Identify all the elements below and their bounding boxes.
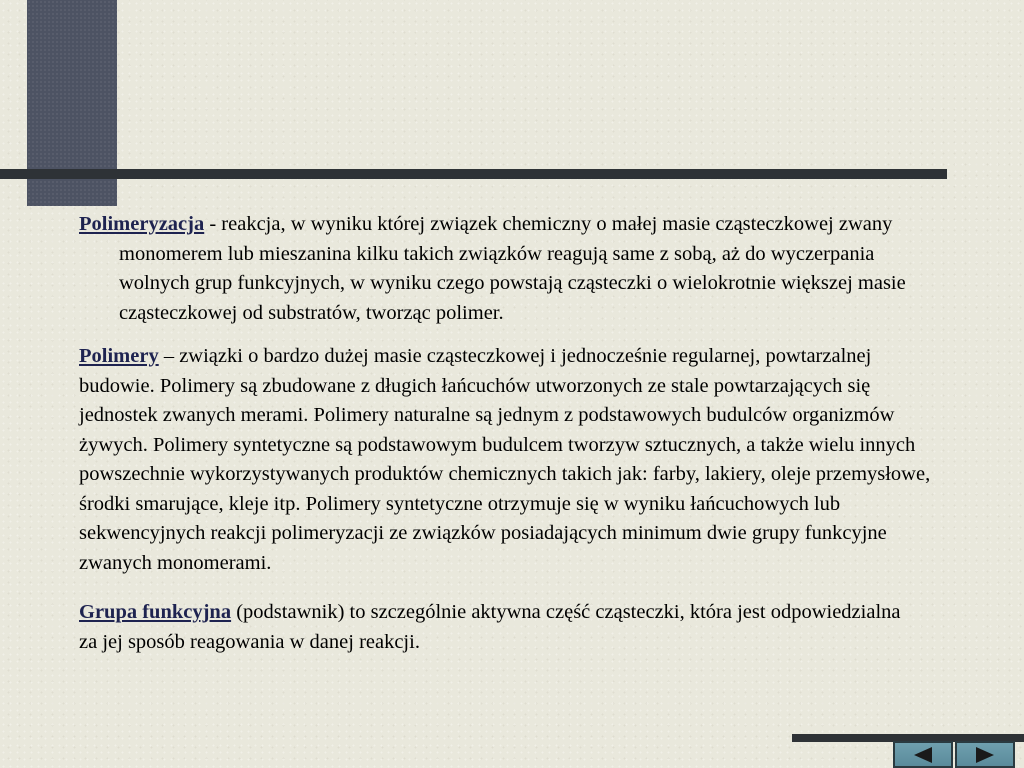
term-polimeryzacja: Polimeryzacja bbox=[79, 213, 205, 235]
paragraph-grupa-funkcyjna bbox=[79, 598, 919, 657]
slide-navigation bbox=[893, 741, 1017, 768]
decorative-top-bar bbox=[0, 169, 947, 179]
paragraph-polimery bbox=[79, 342, 939, 578]
triangle-left-icon bbox=[912, 746, 934, 764]
definition-polimery: – związki o bardzo dużej masie cząsteczkowej i jednocześnie regularnej, powtarzalnej budowie. Polimery są zbudowane z długich łańcuchów utworzonych ze stale powtarzających się jednostek zwanych merami. Polimery naturalne są jednym z podstawowych budulców organizmów żywych. Polimery syntetyczne są podstawowym budulcem tworzyw sztucznych, a także wielu innych powszechnie wykorzystywanych produktów chemicznych takich jak: farby, lakiery, oleje przemysłowe, środki smarujące, kleje itp. Polimery syntetyczne otrzymuje się w wyniku łańcuchowych lub sekwencyjnych reakcji polimeryzacji ze związków posiadających minimum dwie grupy funkcyjne zwanych monomerami. bbox=[79, 345, 931, 574]
slide-content bbox=[79, 210, 949, 657]
next-slide-button[interactable] bbox=[955, 741, 1015, 768]
definition-grupa-funkcyjna: (podstawnik) to szczególnie aktywna część cząsteczki, która jest odpowiedzialna za jej sposób reagowania w danej reakcji. bbox=[79, 601, 901, 653]
term-grupa-funkcyjna: Grupa funkcyjna bbox=[79, 601, 232, 623]
paragraph-polimeryzacja bbox=[79, 210, 919, 328]
term-polimery: Polimery bbox=[79, 345, 159, 367]
previous-slide-button[interactable] bbox=[893, 741, 953, 768]
definition-polimeryzacja: - reakcja, w wyniku której związek chemiczny o małej masie cząsteczkowej zwany monomerem lub mieszanina kilku takich związków reagują same z sobą, aż do wyczerpania wolnych grup funkcyjnych, w wyniku czego powstają cząsteczki o wielokrotnie większej masie cząsteczkowej od substratów, tworząc polimer. bbox=[119, 213, 906, 324]
triangle-right-icon bbox=[974, 746, 996, 764]
